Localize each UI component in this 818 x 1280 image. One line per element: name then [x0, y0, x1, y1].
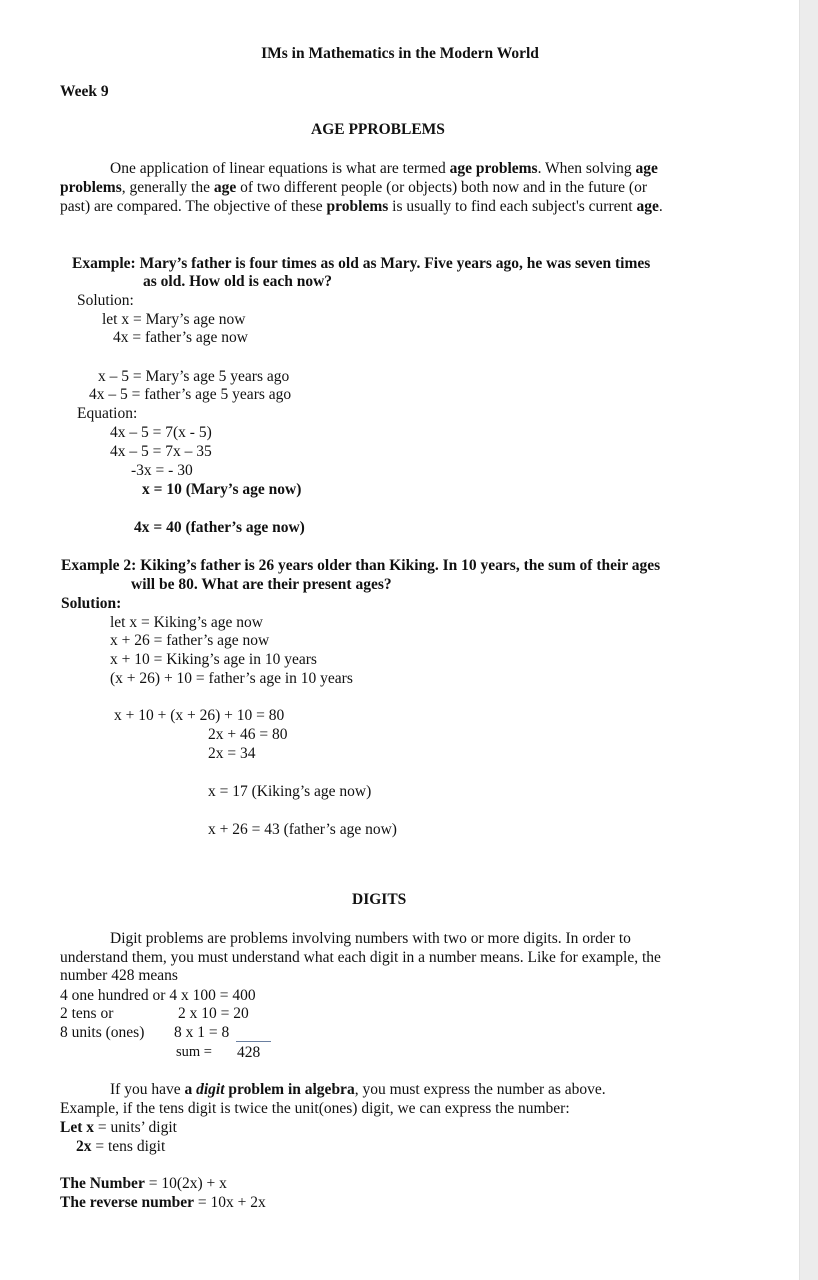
example-2-let-2: x + 26 = father’s age now [110, 632, 270, 649]
let-units-digit: Let x = units’ digit [60, 1119, 177, 1136]
the-number-line: The Number = 10(2x) + x [60, 1175, 227, 1192]
example-2-answer-1: x = 17 (Kiking’s age now) [208, 783, 372, 800]
example-1-equation-2: 4x – 5 = 7x – 35 [110, 443, 212, 460]
age-intro-line-2: problems, generally the age of two different people (or objects) both now and in the future (or [60, 179, 648, 196]
example-1-equation-label: Equation: [77, 405, 138, 422]
example-1-ago-2: 4x – 5 = father’s age 5 years ago [89, 386, 292, 403]
sum-label: sum = [176, 1044, 212, 1060]
example-1-let-2: 4x = father’s age now [113, 329, 248, 346]
age-problems-heading: AGE PPROBLEMS [311, 121, 445, 138]
example-2-answer-2: x + 26 = 43 (father’s age now) [208, 821, 397, 838]
example-1-solution-label: Solution: [77, 292, 134, 309]
example-2-prompt-line-2: will be 80. What are their present ages? [131, 576, 392, 593]
digits-intro-line-1: Digit problems are problems involving numbers with two or more digits. In order to [110, 930, 631, 947]
vertical-scrollbar[interactable] [799, 0, 818, 1280]
example-1-equation-3: -3x = - 30 [131, 462, 193, 479]
example-1-answer-1: x = 10 (Mary’s age now) [142, 481, 302, 498]
example-2-let-1: let x = Kiking’s age now [110, 614, 263, 631]
example-1-let-1: let x = Mary’s age now [102, 311, 246, 328]
digit-row-units-label: 8 units (ones) [60, 1024, 145, 1041]
digit-row-units-calc: 8 x 1 = 8 [174, 1024, 230, 1041]
week-label: Week 9 [60, 83, 109, 100]
example-2-solution-label: Solution: [61, 595, 122, 612]
let-tens-digit: 2x = tens digit [76, 1138, 166, 1155]
digits-paragraph-line-1: If you have a digit problem in algebra, you must express the number as above. [110, 1081, 606, 1098]
example-2-let-4: (x + 26) + 10 = father’s age in 10 years [110, 670, 353, 687]
example-1-equation-1: 4x – 5 = 7(x - 5) [110, 424, 212, 441]
example-2-equation-1: x + 10 + (x + 26) + 10 = 80 [114, 707, 285, 724]
age-intro-line-1: One application of linear equations is what are termed age problems. When solving age [110, 160, 658, 177]
reverse-number-line: The reverse number = 10x + 2x [60, 1194, 266, 1211]
digit-row-tens-calc: 2 x 10 = 20 [178, 1005, 249, 1022]
example-1-answer-2: 4x = 40 (father’s age now) [134, 519, 305, 536]
example-1-prompt-line-2: as old. How old is each now? [143, 273, 333, 290]
example-2-equation-3: 2x = 34 [208, 745, 256, 762]
age-intro-line-3: past) are compared. The objective of these problems is usually to find each subject's current age. [60, 198, 663, 215]
digits-intro-line-2: understand them, you must understand what each digit in a number means. Like for example, the [60, 949, 661, 966]
example-2-equation-2: 2x + 46 = 80 [208, 726, 288, 743]
digits-heading: DIGITS [352, 891, 407, 908]
sum-value: 428 [237, 1044, 261, 1061]
sum-underline [236, 1041, 271, 1042]
example-1-prompt-line-1: Example: Mary’s father is four times as old as Mary. Five years ago, he was seven times [72, 255, 651, 272]
example-2-prompt-line-1: Example 2: Kiking’s father is 26 years older than Kiking. In 10 years, the sum of their ages [61, 557, 661, 574]
digit-row-hundreds: 4 one hundred or 4 x 100 = 400 [60, 987, 256, 1004]
digits-intro-line-3: number 428 means [60, 967, 178, 984]
example-1-ago-1: x – 5 = Mary’s age 5 years ago [98, 368, 290, 385]
digits-paragraph-line-2: Example, if the tens digit is twice the unit(ones) digit, we can express the number: [60, 1100, 570, 1117]
digit-row-tens-label: 2 tens or [60, 1005, 114, 1022]
example-2-let-3: x + 10 = Kiking’s age in 10 years [110, 651, 317, 668]
document-title: IMs in Mathematics in the Modern World [261, 45, 539, 62]
